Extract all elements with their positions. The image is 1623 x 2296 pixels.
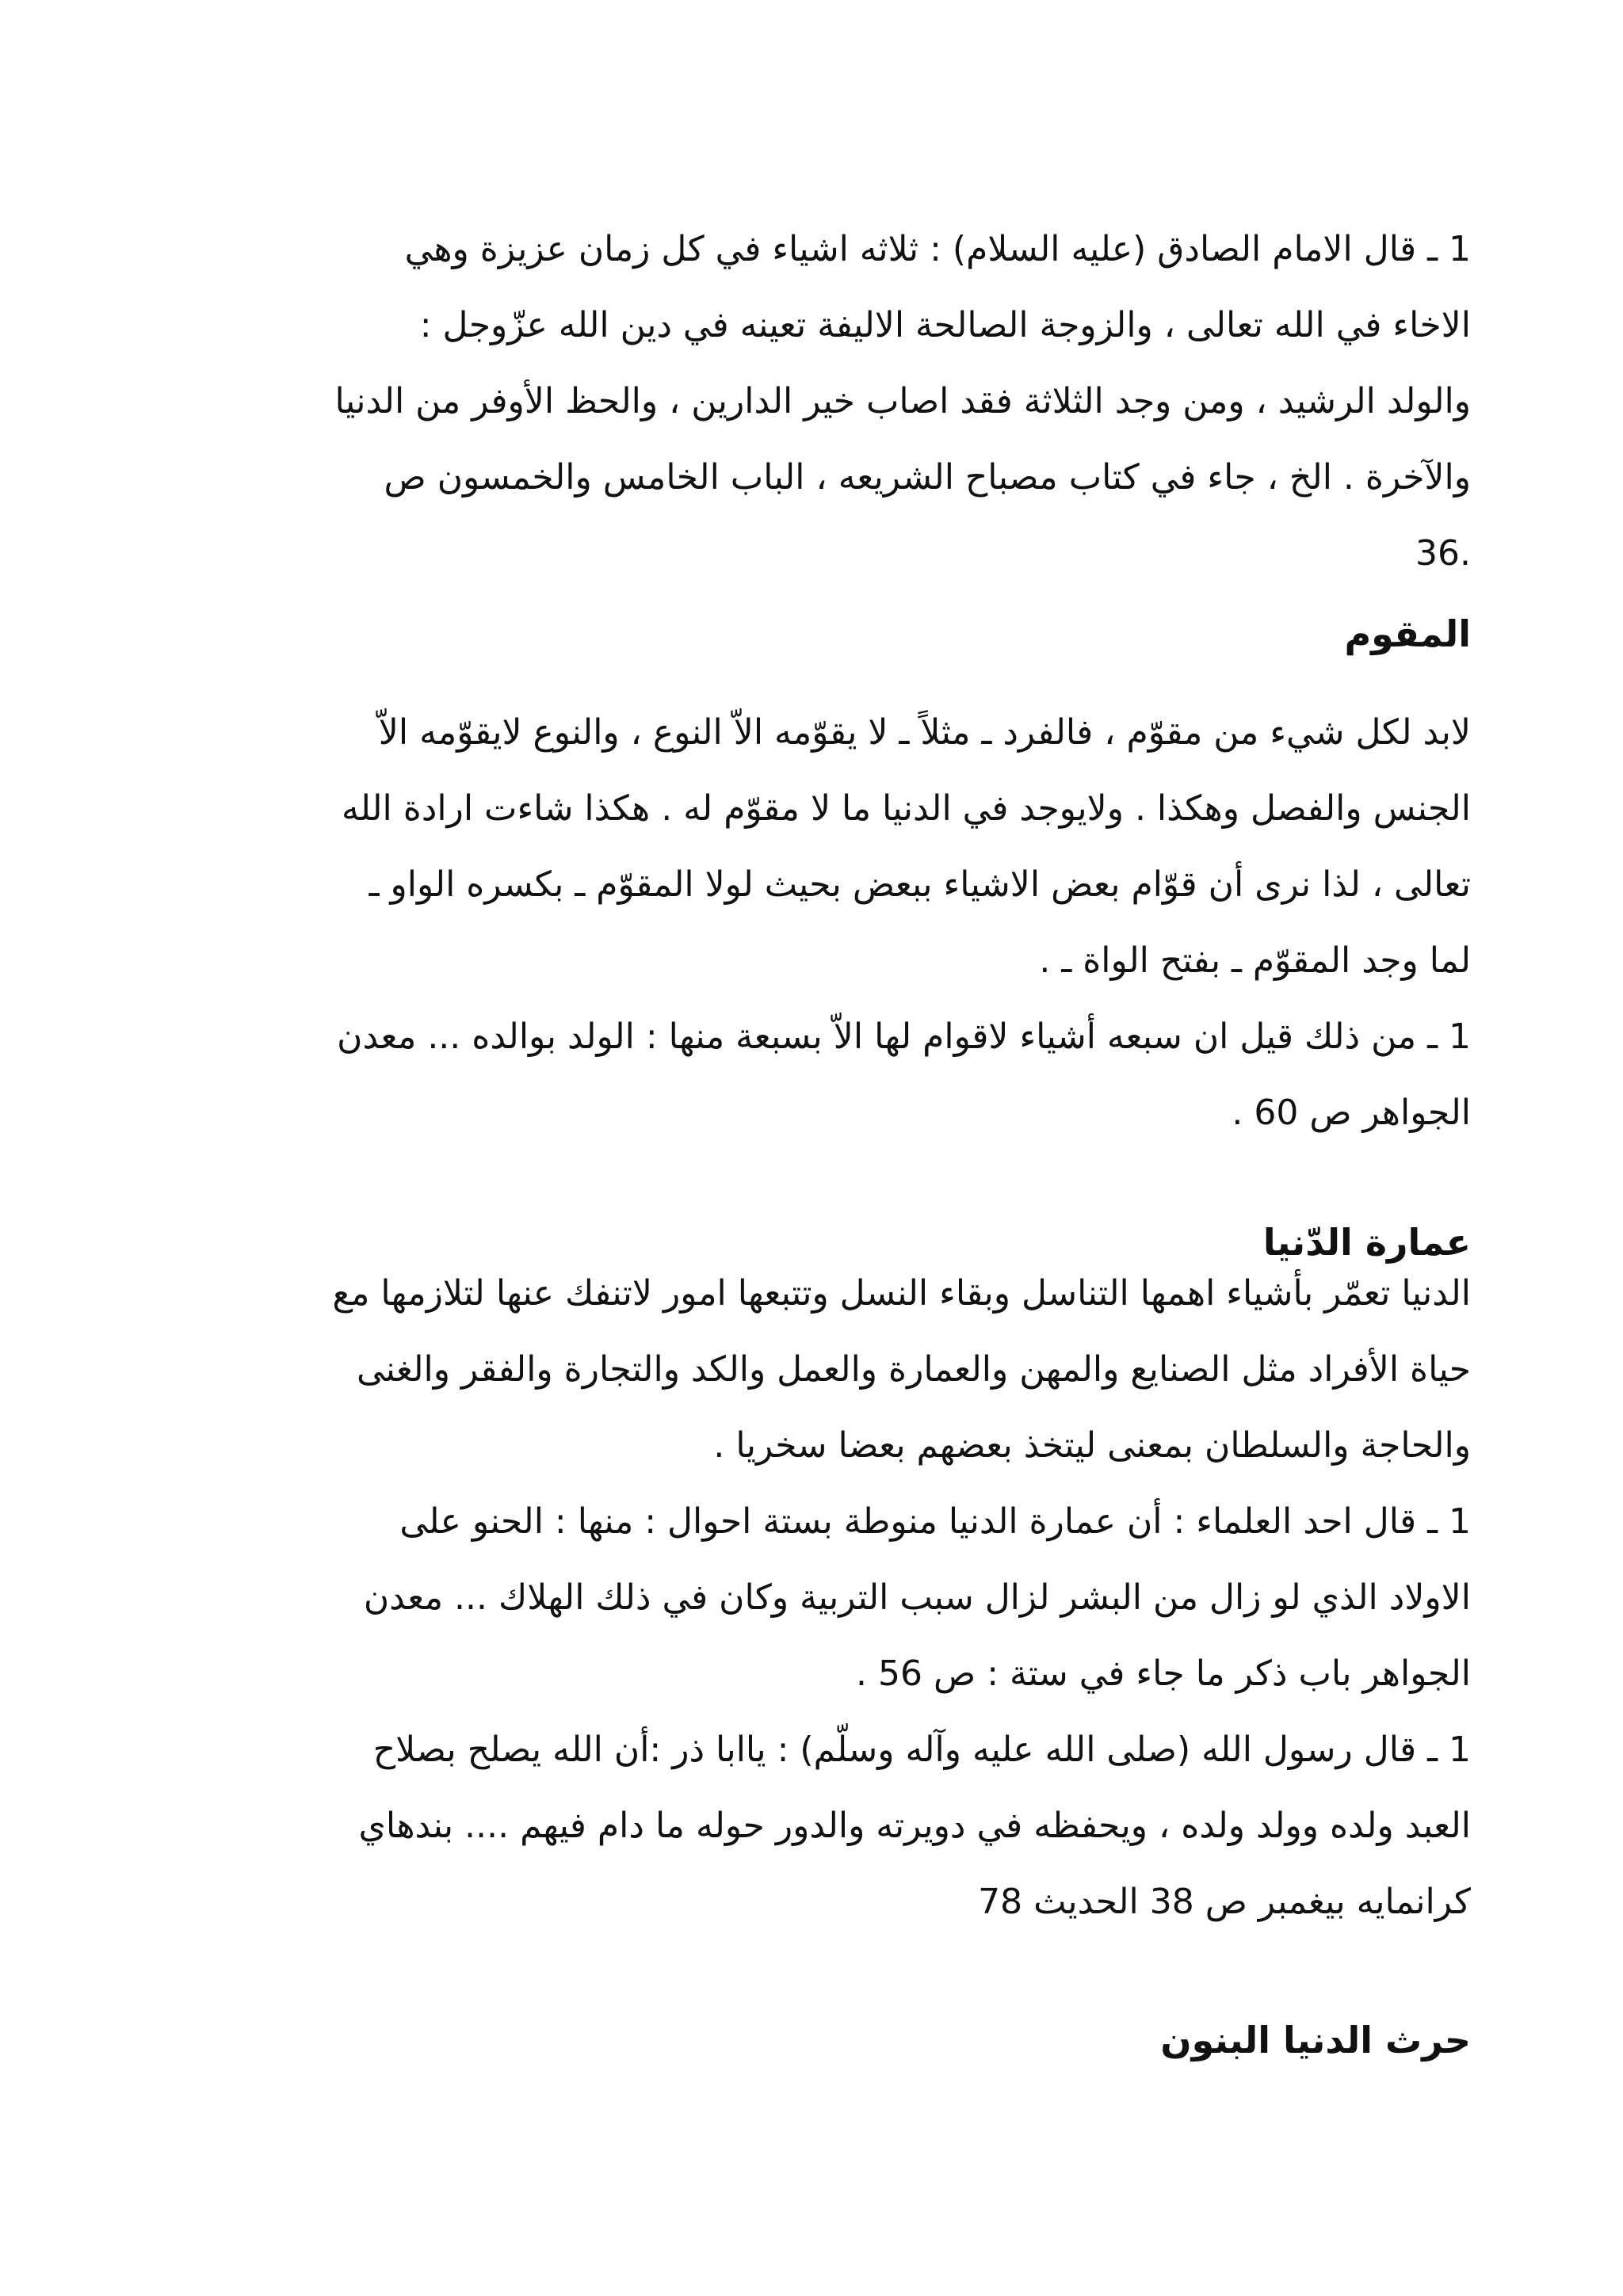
paragraph-line: 36. [1415,533,1471,574]
paragraph-line: 1 ـ قال الامام الصادق (عليه السلام) : ثلاثه اشياء في كل زمان عزيزة وهي [404,229,1471,269]
paragraph-line: الدنيا تعمّر بأشياء اهمها التناسل وبقاء النسل وتتبعها امور لاتنفك عنها لتلازمها مع [332,1273,1471,1314]
paragraph-line: لابد لكل شيء من مقوّم ، فالفرد ـ مثلاً ـ لا يقوّمه الاّ النوع ، والنوع لايقوّمه الاّ [378,712,1471,753]
paragraph-line: كرانمايه بيغمبر ص 38 الحديث 78 [978,1882,1471,1922]
section-heading: عمارة الدّنيا [1262,1221,1471,1264]
section-heading: حرث الدنيا البنون [1160,2019,1471,2061]
paragraph-line: الجواهر ص 60 . [1232,1093,1471,1133]
paragraph-line: والحاجة والسلطان بمعنى ليتخذ بعضهم بعضا سخريا . [713,1425,1471,1466]
paragraph-line: 1 ـ قال احد العلماء : أن عمارة الدنيا منوطة بستة احوال : منها : الحنو على [399,1501,1471,1542]
paragraph-line: لما وجد المقوّم ـ بفتح الواة ـ . [1039,940,1471,981]
paragraph-line: 1 ـ قال رسول الله (صلى الله عليه وآله وسلّم) : ياابا ذر :أن الله يصلح بصلاح [372,1730,1471,1770]
paragraph-line: العبد ولده وولد ولده ، ويحفظه في دويرته والدور حوله ما دام فيهم .... بندهاي [358,1806,1471,1846]
paragraph-line: الجواهر باب ذكر ما جاء في ستة : ص 56 . [856,1653,1471,1694]
paragraph-line: 1 ـ من ذلك قيل ان سبعه أشياء لاقوام لها الاّ بسبعة منها : الولد بوالده ... معدن [337,1016,1471,1057]
paragraph-line: تعالى ، لذا نرى أن قوّام بعض الاشياء ببعض بحيث لولا المقوّم ـ بكسره الواو ـ [369,864,1471,905]
paragraph-line: الاخاء في الله تعالى ، والزوجة الصالحة الاليفة تعينه في دين الله عزّوجل : [419,305,1471,345]
paragraph-line: الاولاد الذي لو زال من البشر لزال سبب التربية وكان في ذلك الهلاك ... معدن [363,1577,1471,1618]
paragraph-line: الجنس والفصل وهكذا . ولايوجد في الدنيا ما لا مقوّم له . هكذا شاءت ارادة الله [341,788,1471,829]
section-heading: المقوم [1344,612,1471,655]
paragraph-line: والآخرة . الخ ، جاء في كتاب مصباح الشريعه ، الباب الخامس والخمسون ص [384,457,1471,498]
paragraph-line: حياة الأفراد مثل الصنايع والمهن والعمارة والعمل والكد والتجارة والفقر والغنى [356,1349,1471,1390]
paragraph-line: والولد الرشيد ، ومن وجد الثلاثة فقد اصاب خير الدارين ، والحظ الأوفر من الدنيا [334,381,1471,421]
